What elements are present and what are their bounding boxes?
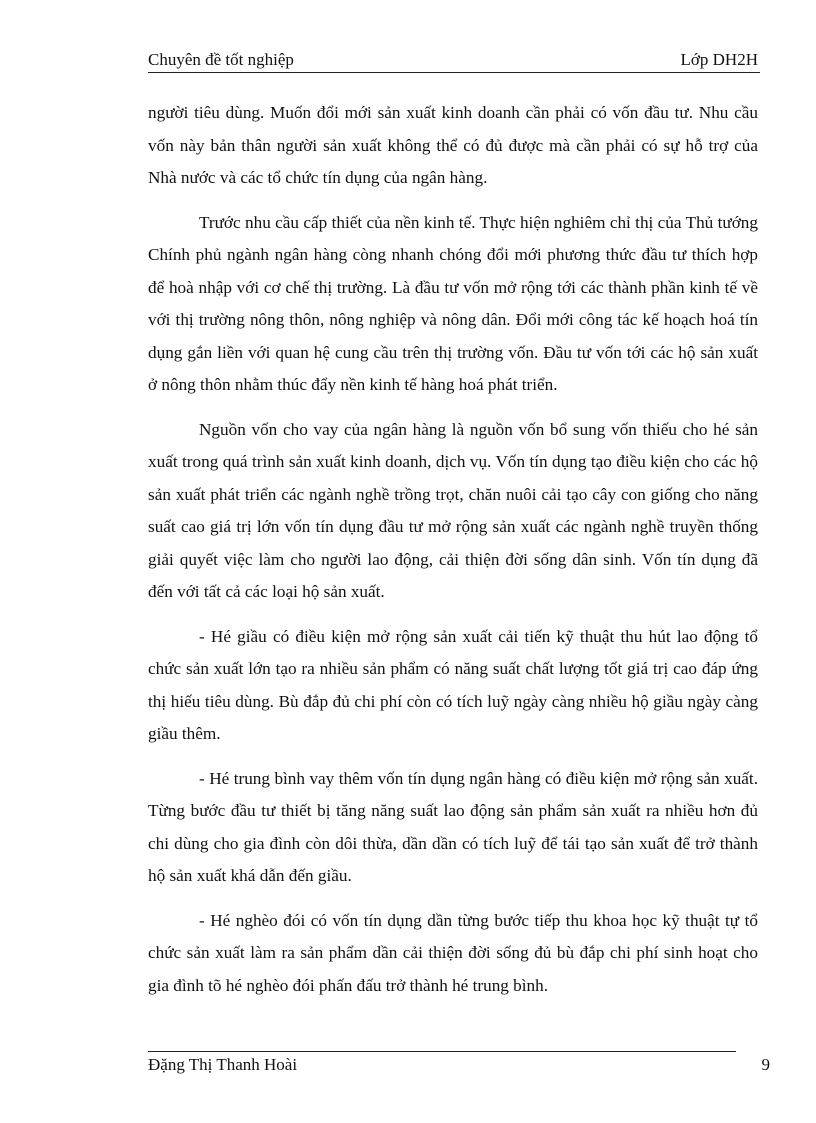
page-number: 9 xyxy=(761,1055,770,1074)
body-paragraph: - Hé giầu có điều kiện mở rộng sản xuất cải tiến kỹ thuật thu hút lao động tổ chức sản xuất lớn tạo ra nhiều sản phẩm có năng suất chất lượng tốt giá trị cao đáp ứng thị hiếu tiêu dùng. Bù đắp đủ chi phí còn có tích luỹ ngày càng nhiều hộ giầu ngày càng giầu thêm. xyxy=(148,626,758,743)
body-paragraph: người tiêu dùng. Muốn đổi mới sản xuất kinh doanh cần phải có vốn đầu tư. Nhu cầu vốn này bản thân người sản xuất không thể có đủ được mà cần phải có sự hỗ trợ của Nhà nước và các tổ chức tín dụng của ngân hàng. xyxy=(148,103,758,187)
body-paragraph: - Hé nghèo đói có vốn tín dụng dần từng bước tiếp thu khoa học kỹ thuật tự tổ chức sản xuất làm ra sản phẩm dần cải thiện đời sống đủ bù đắp chi phí sinh hoạt cho gia đình tõ hé nghèo đói phấn đấu trở thành hé trung bình. xyxy=(148,910,758,995)
footer-author: Đặng Thị Thanh Hoài xyxy=(148,1055,298,1074)
document-body xyxy=(148,97,758,1014)
footer-divider xyxy=(148,1051,736,1052)
body-paragraph: Nguồn vốn cho vay của ngân hàng là nguồn vốn bổ sung vốn thiếu cho hé sản xuất trong quá trình sản xuất kinh doanh, dịch vụ. Vốn tín dụng tạo điều kiện cho các hộ sản xuất phát triển các ngành nghề trồng trọt, chăn nuôi cải tạo cây con giống cho năng suất cao giá trị lớn vốn tín dụng đầu tư mở rộng sản xuất các ngành nghề truyền thống giải quyết việc làm cho người lao động, cải thiện đời sống dân sinh. Vốn tín dụng đã đến với tất cả các loại hộ sản xuất. xyxy=(148,419,758,601)
body-paragraph: Trước nhu cầu cấp thiết của nền kinh tế. Thực hiện nghiêm chỉ thị của Thủ tướng Chính phủ ngành ngân hàng còng nhanh chóng đổi mới phương thức đầu tư thích hợp để hoà nhập với cơ chế thị trường. Là đầu tư vốn mở rộng tới các thành phần kinh tế về với thị trường nông thôn, nông nghiệp và nông dân. Đổi mới công tác kế hoạch hoá tín dụng gắn liền với quan hệ cung cầu trên thị trường vốn. Đầu tư vốn tới các hộ sản xuất ở nông thôn nhằm thúc đẩy nền kinh tế hàng hoá phát triển. xyxy=(148,212,758,394)
body-paragraph: - Hé trung bình vay thêm vốn tín dụng ngân hàng có điều kiện mở rộng sản xuất. Từng bước đầu tư thiết bị tăng năng suất lao động sản phẩm sản xuất ra nhiều hơn đủ chi dùng cho gia đình còn dôi thừa, dần dần có tích luỹ để tái tạo sản xuất để trở thành hộ sản xuất khá dẫn đến giầu. xyxy=(148,768,758,885)
header-document-title: Chuyên đề tốt nghiệp xyxy=(148,50,294,69)
page-header xyxy=(148,48,760,73)
header-class-name: Lớp DH2H xyxy=(680,50,758,69)
